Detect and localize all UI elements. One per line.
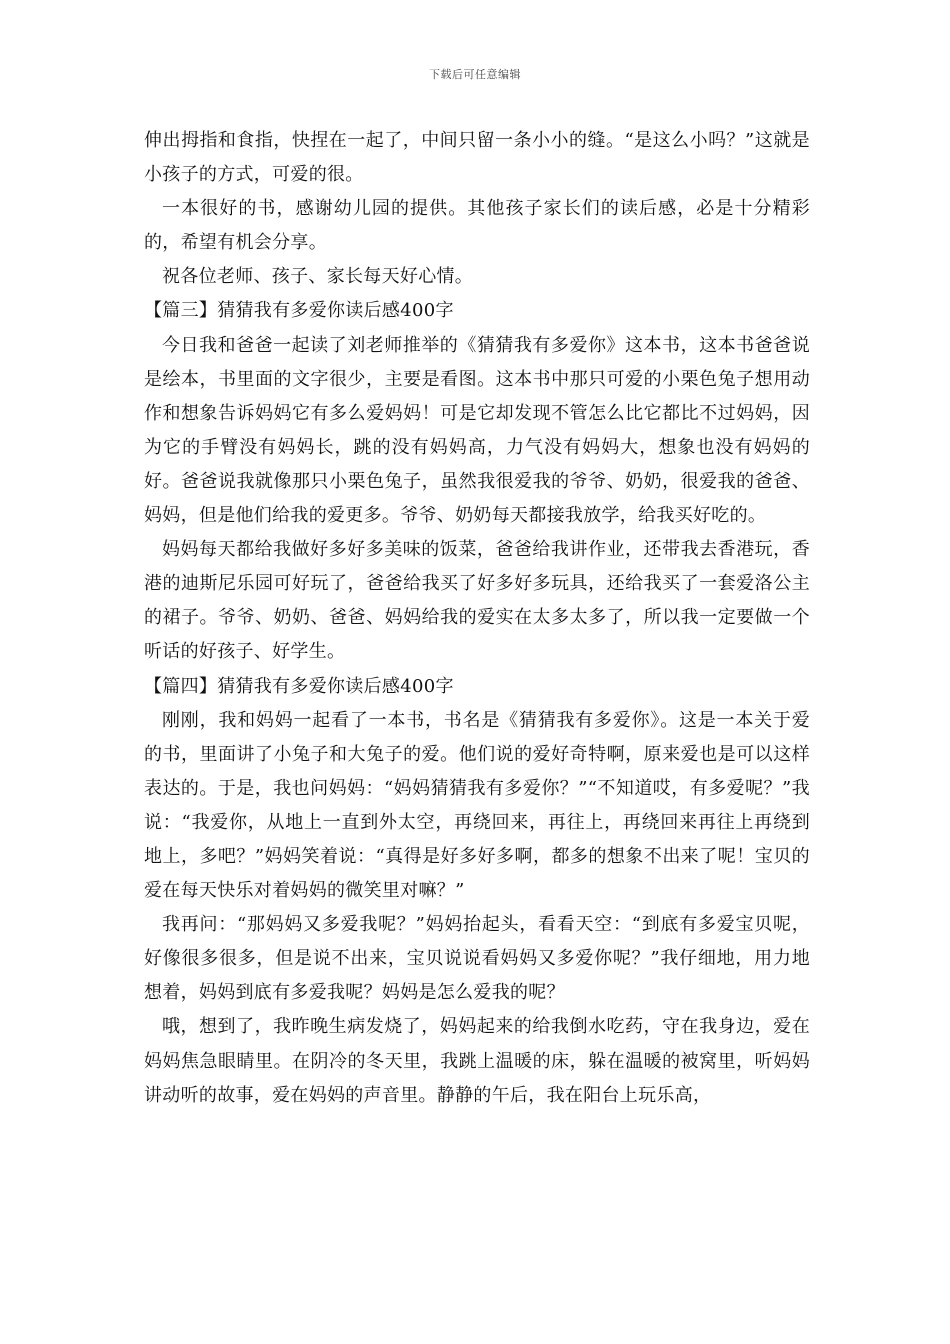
paragraph-thanks: 一本很好的书，感谢幼儿园的提供。其他孩子家长们的读后感，必是十分精彩的，希望有机会分享。 <box>144 198 810 254</box>
document-body <box>144 124 810 1113</box>
section-heading-part-three: 【篇三】猜猜我有多爱你读后感400字 <box>144 300 454 322</box>
paragraph-part-four-1: 刚刚，我和妈妈一起看了一本书，书名是《猜猜我有多爱你》。这是一本关于爱的书，里面讲了小兔子和大兔子的爱。他们说的爱好奇特啊，原来爱也是可以这样表达的。于是，我也问妈妈：“妈妈猜猜我有多爱你？”“不知道哎，有多爱呢？”我说：“我爱你，从地上一直到外太空，再绕回来，再往上，再绕回来再往上再绕到地上，多吧？”妈妈笑着说：“真得是好多好多啊，都多的想象不出来了呢！宝贝的爱在每天快乐对着妈妈的微笑里对嘛？” <box>144 709 810 902</box>
page-header: 下载后可任意编辑 <box>429 68 521 81</box>
paragraph-part-four-3: 哦，想到了，我昨晚生病发烧了，妈妈起来的给我倒水吃药，守在我身边，爱在妈妈焦急眼睛里。在阴冷的冬天里，我跳上温暖的床，躲在温暖的被窝里，听妈妈讲动听的故事，爱在妈妈的声音里。静静的午后，我在阳台上玩乐高， <box>144 1016 810 1106</box>
paragraph-part-four-2: 我再问：“那妈妈又多爱我呢？”妈妈抬起头，看看天空：“到底有多爱宝贝呢，好像很多很多，但是说不出来，宝贝说说看妈妈又多爱你呢？”我仔细地，用力地想着，妈妈到底有多爱我呢？妈妈是怎么爱我的呢？ <box>144 914 810 1004</box>
paragraph-continuation: 伸出拇指和食指，快捏在一起了，中间只留一条小小的缝。“是这么小吗？”这就是小孩子的方式，可爱的很。 <box>144 130 810 186</box>
paragraph-wishes: 祝各位老师、孩子、家长每天好心情。 <box>162 266 474 288</box>
paragraph-part-three-2: 妈妈每天都给我做好多好多美味的饭菜，爸爸给我讲作业，还带我去香港玩，香港的迪斯尼乐园可好玩了，爸爸给我买了好多好多玩具，还给我买了一套爱洛公主的裙子。爷爷、奶奶、爸爸、妈妈给我的爱实在太多太多了，所以我一定要做一个听话的好孩子、好学生。 <box>144 539 810 663</box>
section-heading-part-four: 【篇四】猜猜我有多爱你读后感400字 <box>144 675 454 697</box>
paragraph-part-three-1: 今日我和爸爸一起读了刘老师推举的《猜猜我有多爱你》这本书，这本书爸爸说是绘本，书里面的文字很少，主要是看图。这本书中那只可爱的小栗色兔子想用动作和想象告诉妈妈它有多么爱妈妈！可是它却发现不管怎么比它都比不过妈妈，因为它的手臂没有妈妈长，跳的没有妈妈高，力气没有妈妈大，想象也没有妈妈的好。爸爸说我就像那只小栗色兔子，虽然我很爱我的爷爷、奶奶，很爱我的爸爸、妈妈，但是他们给我的爱更多。爷爷、奶奶每天都接我放学，给我买好吃的。 <box>144 334 810 527</box>
